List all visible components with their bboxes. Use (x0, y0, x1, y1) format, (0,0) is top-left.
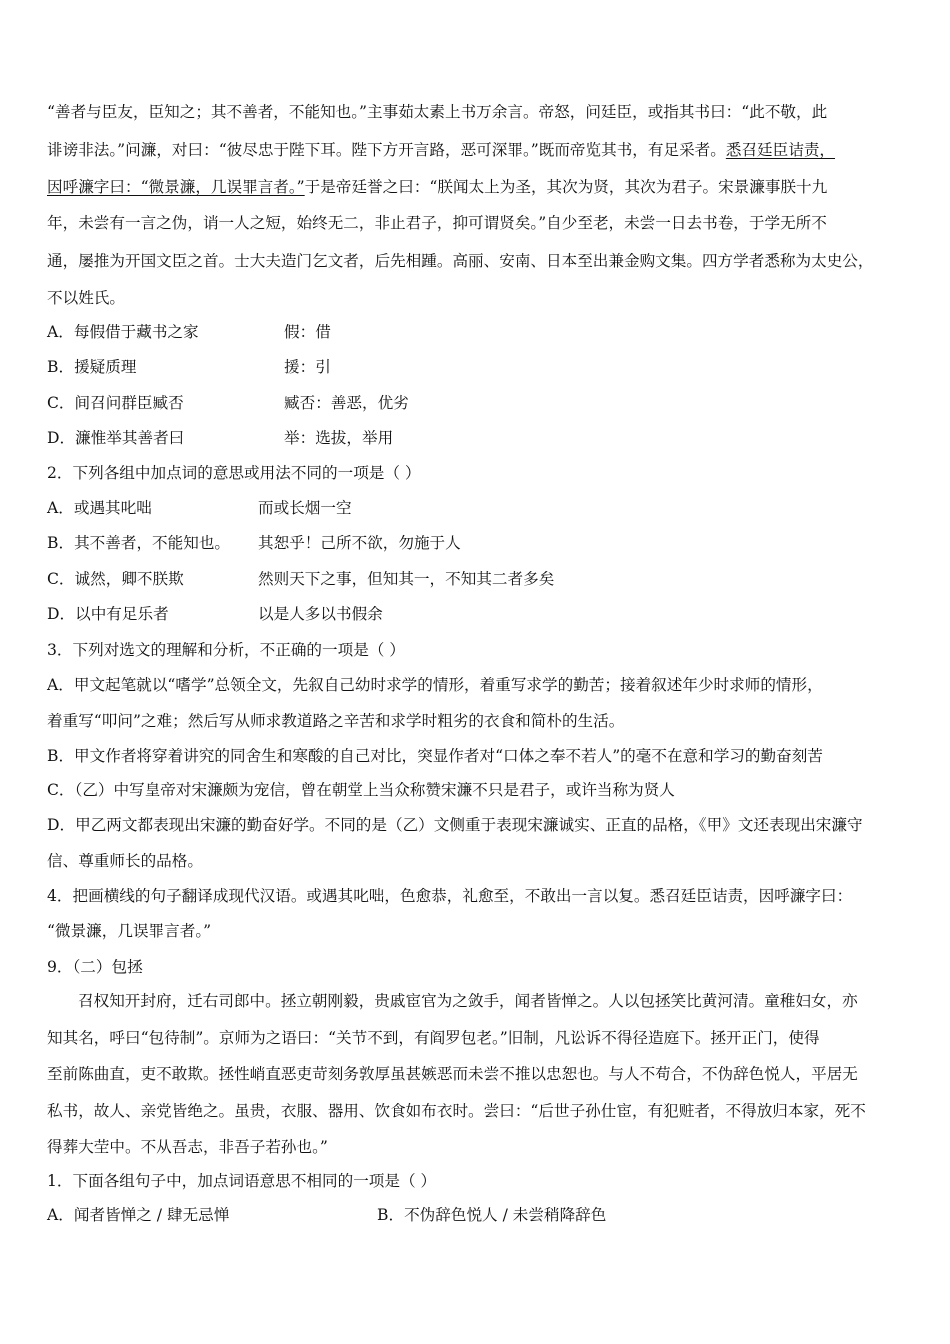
section9-question-1-stem: 1．下面各组句子中，加点词语意思不相同的一项是（ ） (47, 1172, 437, 1190)
option-b: B．其不善者，不能知也。 其恕乎！己所不欲，勿施于人 (47, 534, 461, 552)
section9-options (47, 1205, 607, 1225)
passage-line: 私书，故人、亲党皆绝之。虽贵，衣服、器用、饮食如布衣时。尝曰：“后世子孙仕宦，有犯赃者，不得放归本家，死不 (47, 1102, 866, 1120)
question-4-cont: “微景濂，几误罪言者。” (47, 922, 212, 940)
question-4: 4．把画横线的句子翻译成现代汉语。或遇其叱咄，色愈恭，礼愈至，不敢出一言以复。悉召廷臣诘责，因呼濂字曰： (47, 887, 853, 905)
passage-line: 诽谤非法。”问濂，对曰：“彼尽忠于陛下耳。陛下方开言路，恶可深罪。”既而帝览其书，有足采者。悉召廷臣诘责， (47, 141, 836, 159)
passage-line: 不以姓氏。 (47, 289, 125, 307)
option-d: D．以中有足乐者 以是人多以书假余 (47, 605, 383, 623)
option-b: B．甲文作者将穿着讲究的同舍生和寒酸的自己对比，突显作者对“口体之奉不若人”的毫不在意和学习的勤奋刻苦 (47, 747, 823, 765)
option-a: A．闻者皆惮之 / 肆无忌惮 (47, 1206, 230, 1224)
passage-line: 得葬大茔中。不从吾志，非吾子若孙也。” (47, 1138, 328, 1156)
passage-line: 至前陈曲直，吏不敢欺。拯性峭直恶吏苛刻务敦厚虽甚嫉恶而未尝不推以忠恕也。与人不苟合，不伪辞色悦人，平居无 (47, 1065, 858, 1083)
underlined-sentence: 悉召廷臣诘责， (725, 141, 836, 159)
option-c: C．（乙）中写皇帝对宋濂颇为宠信，曾在朝堂上当众称赞宋濂不只是君子，或许当称为贤人 (47, 781, 675, 799)
section-heading: 9．（二）包拯 (47, 958, 143, 976)
option-a-cont: 着重写“叩问”之难；然后写从师求教道路之辛苦和求学时粗劣的衣食和简朴的生活。 (47, 712, 625, 730)
option-c: C．间召问群臣臧否 臧否：善恶，优劣 (47, 394, 409, 412)
passage-line: 知其名，呼曰“包待制”。京师为之语曰：“关节不到，有阎罗包老。”旧制，凡讼诉不得径造庭下。拯开正门，使得 (47, 1029, 820, 1047)
option-d-cont: 信、尊重师长的品格。 (47, 852, 203, 870)
passage-line: 因呼濂字曰：“微景濂，几误罪言者。”于是帝廷誉之曰：“朕闻太上为圣，其次为贤，其次为君子。宋景濂事朕十九 (47, 178, 828, 196)
passage-line: 召权知开封府，迁右司郎中。拯立朝刚毅，贵戚宦官为之敛手，闻者皆惮之。人以包拯笑比黄河清。童稚妇女，亦 (78, 992, 858, 1010)
option-b: B．援疑质理 援：引 (47, 358, 331, 376)
option-a: A．或遇其叱咄 而或长烟一空 (47, 499, 352, 517)
question-2-stem: 2．下列各组中加点词的意思或用法不同的一项是（ ） (47, 464, 421, 482)
option-c: C．诚然，卿不朕欺 然则天下之事，但知其一，不知其二者多矣 (47, 570, 555, 588)
option-d: D．濂惟举其善者曰 举：选拔，举用 (47, 429, 394, 447)
underlined-sentence: 因呼濂字曰：“微景濂，几误罪言者。” (47, 178, 305, 196)
option-d: D．甲乙两文都表现出宋濂的勤奋好学。不同的是（乙）文侧重于表现宋濂诚实、正直的品格，《甲》文还表现出宋濂守 (47, 816, 863, 834)
option-a: A．甲文起笔就以“嗜学”总领全文，先叙自己幼时求学的情形，着重写求学的勤苦；接着叙述年少时求师的情形， (47, 676, 823, 694)
passage-line: 年，未尝有一言之伪，诮一人之短，始终无二，非止君子，抑可谓贤矣。”自少至老，未尝一日去书卷，于学无所不 (47, 214, 827, 232)
passage-line: 通，屡推为开国文臣之首。士大夫造门乞文者，后先相踵。高丽、安南、日本至出兼金购文集。四方学者悉称为太史公， (47, 252, 874, 270)
option-b: B．不伪辞色悦人 / 未尝稍降辞色 (377, 1206, 607, 1224)
option-a: A．每假借于藏书之家 假：借 (47, 323, 331, 341)
passage-line: “善者与臣友，臣知之；其不善者，不能知也。”主事茹太素上书万余言。帝怒，问廷臣，或指其书曰：“此不敬，此 (47, 103, 828, 121)
question-3-stem: 3．下列对选文的理解和分析，不正确的一项是（ ） (47, 641, 405, 659)
